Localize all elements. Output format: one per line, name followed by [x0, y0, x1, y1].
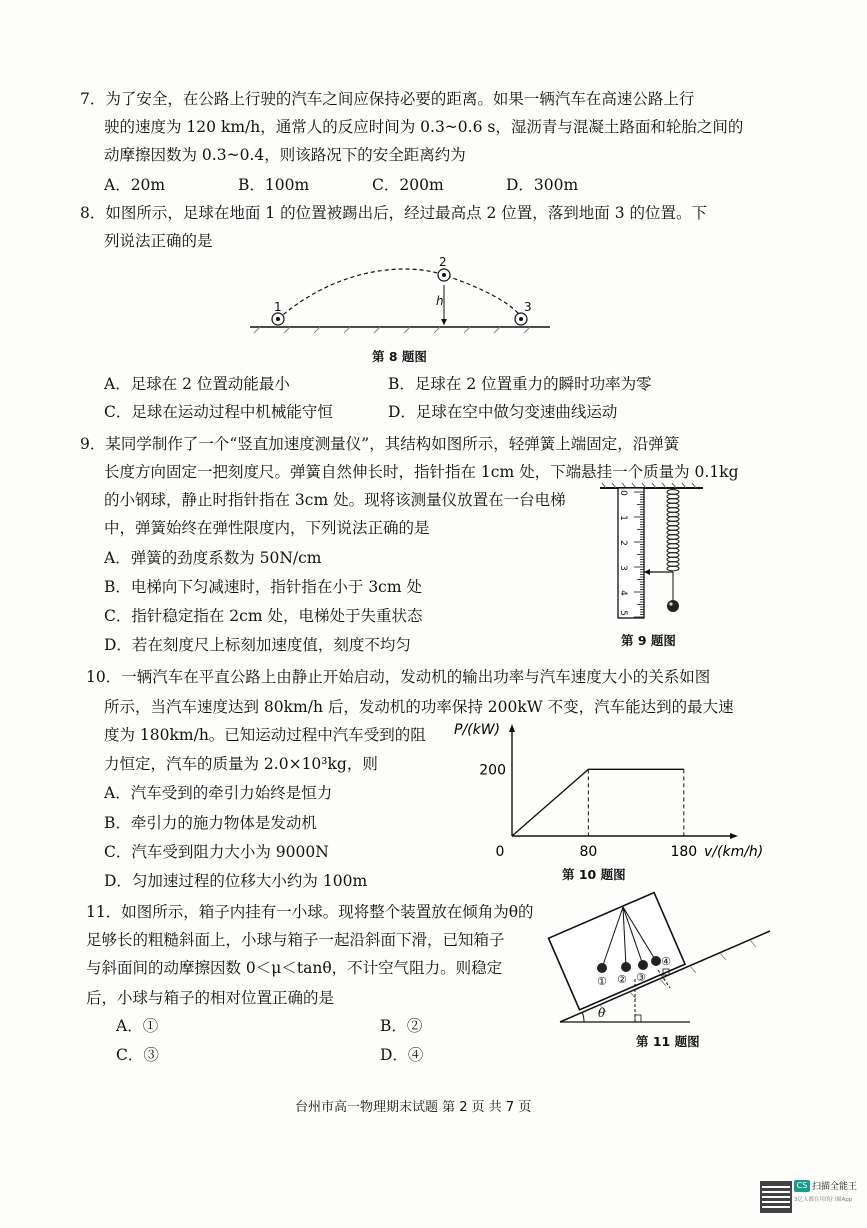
- q10-x-arrow: [730, 833, 738, 839]
- q8-line-2: 列说法正确的是: [104, 232, 213, 250]
- q9-line-4: 中，弹簧始终在弹性限度内，下列说法正确的是: [104, 519, 430, 537]
- q8-line-1: 8．如图所示，足球在地面 1 的位置被踢出后，经过最高点 2 位置，落到地面 3 的位置。下: [80, 204, 708, 222]
- cs-logo-icon: CS: [794, 1180, 810, 1192]
- q10-line-1: 10．一辆汽车在平直公路上由静止开始启动，发动机的输出功率与汽车速度大小的关系如图: [86, 668, 711, 686]
- q9-ruler-5: 5: [617, 610, 628, 616]
- q11-label-4: ④: [661, 955, 671, 968]
- watermark-sub: 3亿人都在用的扫描App: [794, 1197, 853, 1203]
- q8-option-b: B．足球在 2 位置重力的瞬时功率为零: [388, 375, 652, 393]
- q10-x-tick-180: 180: [670, 844, 698, 860]
- q9-caption: 第 9 题图: [621, 633, 676, 648]
- q11-label-2: ②: [617, 973, 627, 986]
- q10-line-4: 力恒定，汽车的质量为 2.0×10³kg，则: [104, 755, 378, 773]
- scanner-watermark: [760, 1178, 860, 1218]
- q11-label-1: ①: [597, 975, 607, 988]
- q9-ruler-1: 1: [617, 515, 628, 521]
- q11-line-2: 足够长的粗糙斜面上，小球与箱子一起沿斜面下滑，已知箱子: [86, 931, 505, 949]
- q8-caption: 第 8 题图: [372, 349, 427, 364]
- q9-line-3: 的小钢球，静止时指针指在 3cm 处。现将该测量仪放置在一台电梯: [104, 491, 566, 509]
- q10-option-c: C．汽车受到阻力大小为 9000N: [104, 843, 329, 861]
- q8-label-3: 3: [524, 300, 532, 314]
- q10-option-b: B．牵引力的施力物体是发动机: [104, 814, 317, 832]
- q11-option-b: B．②: [380, 1017, 423, 1035]
- q11-line-3: 与斜面间的动摩擦因数 0＜μ＜tanθ，不计空气阻力。则稳定: [86, 959, 503, 977]
- q11-option-a: A．①: [116, 1017, 159, 1035]
- q11-option-d: D．④: [380, 1046, 424, 1064]
- q10-x-tick-0: 0: [495, 844, 505, 860]
- q9-ruler-0: 0: [617, 490, 628, 496]
- q9-figure: [598, 482, 708, 627]
- q10-caption: 第 10 题图: [562, 867, 626, 882]
- q9-line-1: 9．某同学制作了一个“竖直加速度测量仪”，其结构如图所示，轻弹簧上端固定，沿弹簧: [80, 435, 680, 453]
- q10-line-2: 所示，当汽车速度达到 80km/h 后，发动机的功率保持 200kW 不变，汽车能达到的最大速: [104, 698, 734, 716]
- q10-chart: [450, 722, 764, 864]
- page-footer: 台州市高一物理期末试题 第 2 页 共 7 页: [295, 1100, 532, 1115]
- q10-option-d: D．匀加速过程的位移大小约为 100m: [104, 872, 368, 890]
- q10-power-line: [512, 769, 684, 836]
- q7-option-a: A．20m: [104, 176, 166, 194]
- q7-line-2: 驶的速度为 120 km/h，通常人的反应时间为 0.3~0.6 s，湿沥青与混凝土路面和轮胎之间的: [104, 118, 744, 136]
- q9-option-a: A．弹簧的劲度系数为 50N/cm: [104, 549, 322, 567]
- q10-x-label: v/(km/h): [704, 844, 764, 860]
- q7-line-3: 动摩擦因数为 0.3~0.4，则该路况下的安全距离约为: [104, 146, 466, 164]
- q11-line-1: 11．如图所示，箱子内挂有一小球。现将整个装置放在倾角为θ的: [86, 903, 534, 921]
- q11-option-c: C．③: [116, 1046, 159, 1064]
- q7-option-d: D．300m: [506, 176, 579, 194]
- q10-x-tick-80: 80: [579, 844, 598, 860]
- q9-ruler-4: 4: [617, 590, 628, 596]
- q10-option-a: A．汽车受到的牵引力始终是恒力: [104, 784, 333, 802]
- q8-figure: [250, 255, 550, 335]
- q10-line-3: 度为 180km/h。已知运动过程中汽车受到的阻: [104, 726, 426, 744]
- q8-option-d: D．足球在空中做匀变速曲线运动: [388, 403, 618, 421]
- q11-label-3: ③: [636, 971, 646, 984]
- q9-ruler-2: 2: [617, 540, 628, 546]
- q9-line-2: 长度方向固定一把刻度尺。弹簧自然伸长时，指针指在 1cm 处，下端悬挂一个质量为 0.1kg: [104, 463, 739, 481]
- q9-option-b: B．电梯向下匀减速时，指针指在小于 3cm 处: [104, 578, 422, 596]
- q7-option-b: B．100m: [238, 176, 310, 194]
- q7-line-1: 7．为了安全，在公路上行驶的汽车之间应保持必要的距离。如果一辆汽车在高速公路上行: [80, 90, 695, 108]
- q7-option-c: C．200m: [372, 176, 444, 194]
- watermark-brand: 扫描全能王: [812, 1182, 858, 1192]
- q10-y-arrow: [509, 724, 515, 732]
- q11-label-theta: θ: [598, 1006, 606, 1020]
- q9-option-d: D．若在刻度尺上标刻加速度值，刻度不均匀: [104, 636, 411, 654]
- q9-option-c: C．指针稳定指在 2cm 处，电梯处于失重状态: [104, 607, 423, 625]
- q9-ruler-3: 3: [617, 565, 628, 571]
- q10-y-label: P/(kW): [454, 722, 501, 738]
- qr-code-icon: [760, 1181, 792, 1213]
- q8-option-a: A．足球在 2 位置动能最小: [104, 375, 290, 393]
- q11-line-4: 后，小球与箱子的相对位置正确的是: [86, 989, 335, 1007]
- q8-label-1: 1: [274, 300, 282, 314]
- q10-y-tick-200: 200: [479, 762, 506, 779]
- q11-caption: 第 11 题图: [636, 1034, 700, 1049]
- q8-option-c: C．足球在运动过程中机械能守恒: [104, 403, 333, 421]
- q8-label-2: 2: [439, 255, 447, 269]
- q8-label-h: h: [436, 294, 444, 308]
